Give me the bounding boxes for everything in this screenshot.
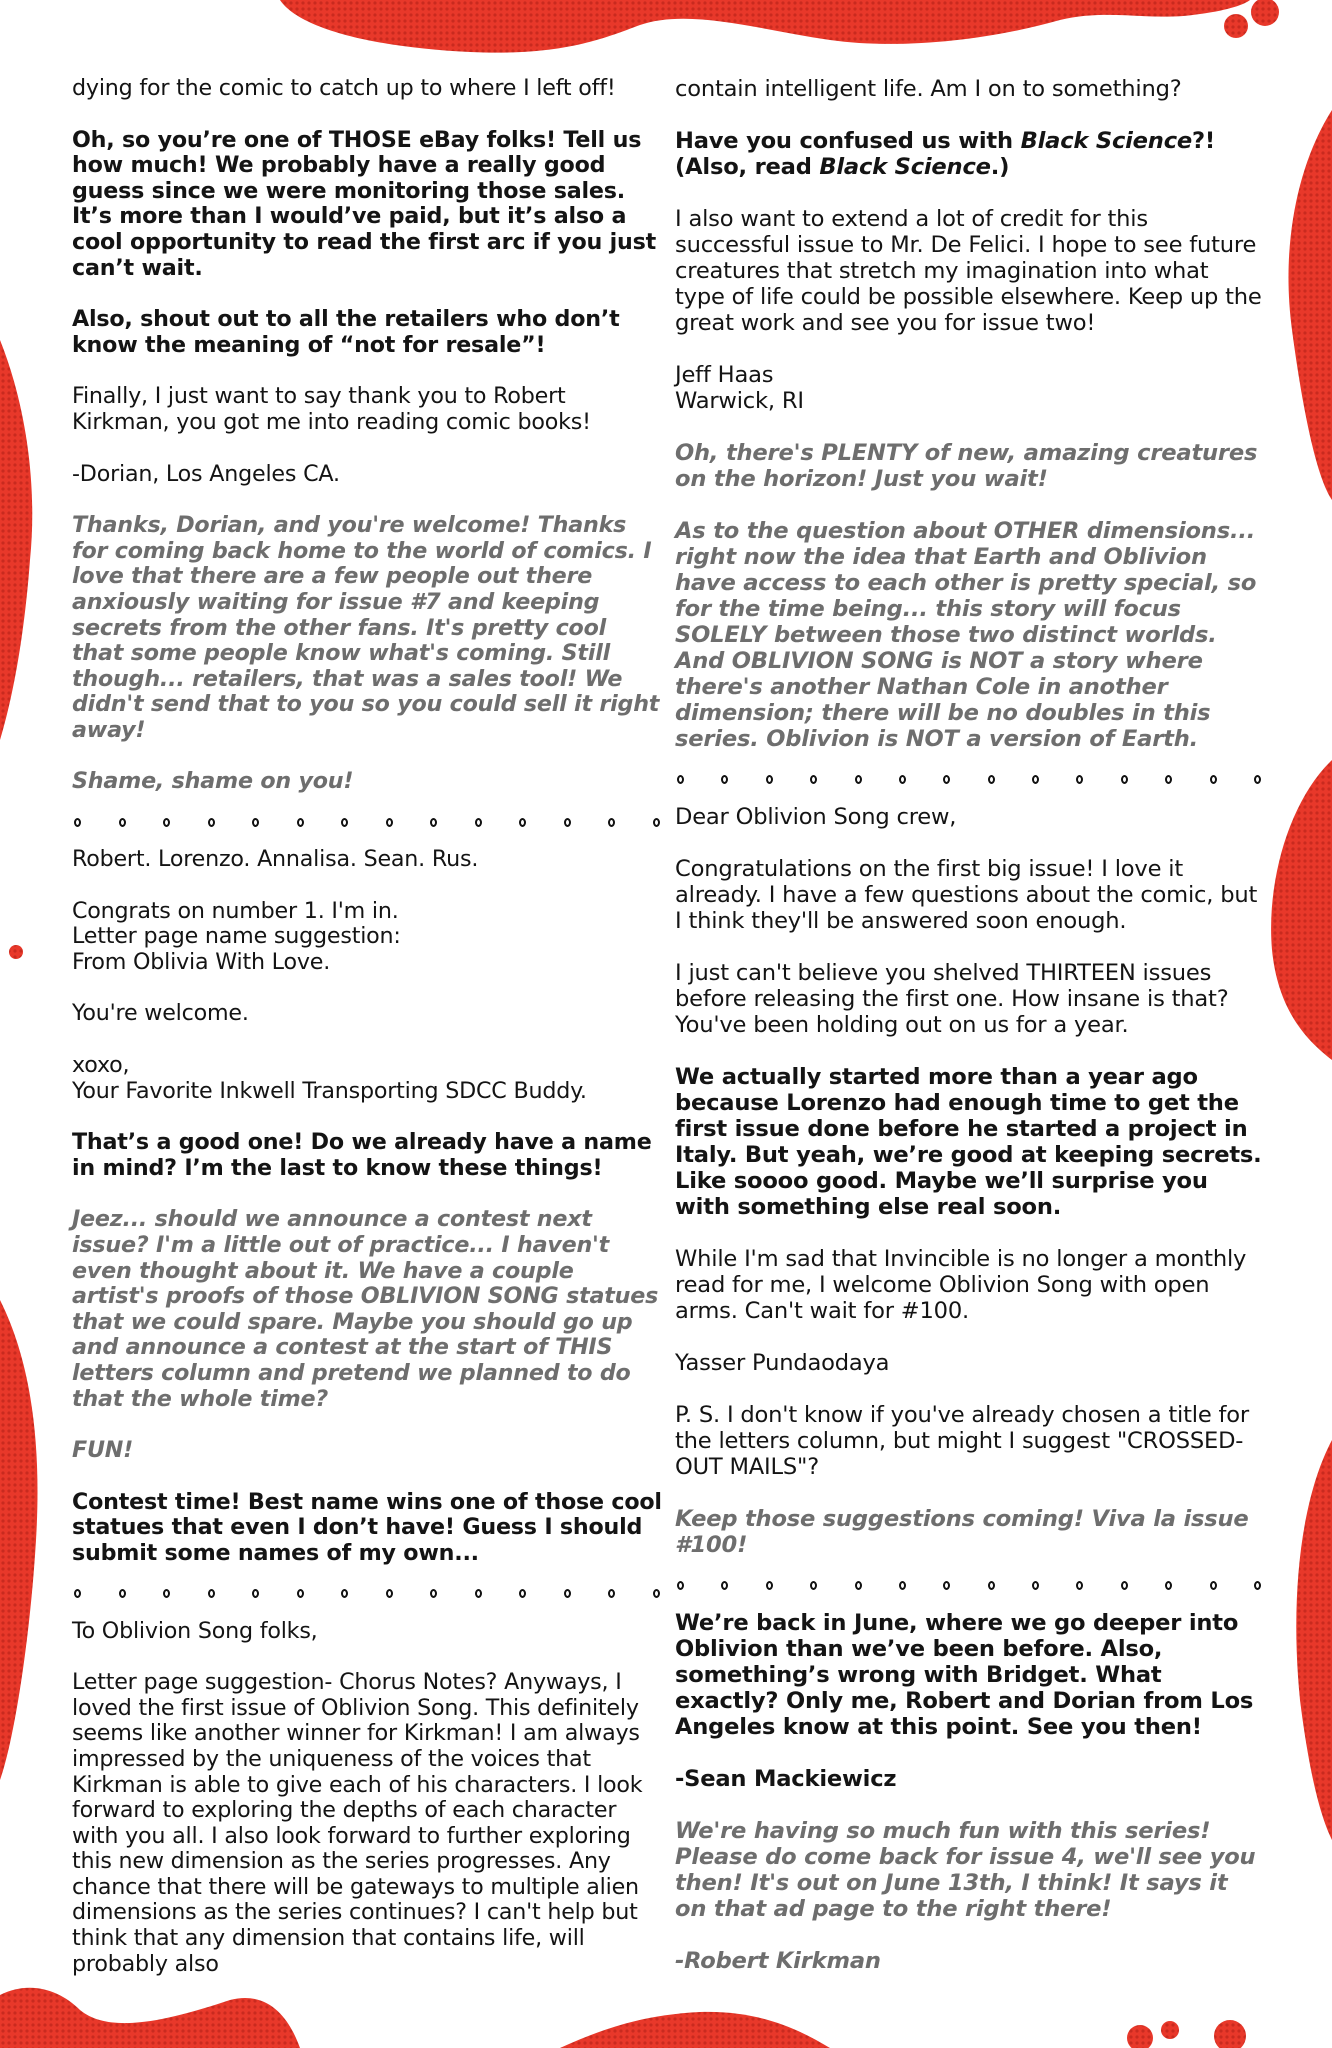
letter-text: While I'm sad that Invincible is no longer a monthly read for me, I welcome Oblivion Song with open arms. Can't wait for #100.	[675, 1246, 1247, 1324]
letter-text: Letter page name suggestion:	[72, 923, 401, 950]
letter-divider	[72, 809, 664, 835]
editor-signature: -Sean Mackiewicz	[675, 1766, 897, 1792]
splatter-drop	[68, 2020, 88, 2040]
letter-signature: Jeff Haas	[675, 362, 774, 388]
kirkman-reply: As to the question about OTHER dimensions... right now the idea that Earth and Oblivion have access to each other is pretty special, so for the time being... this story will focus SOLELY between those two distinct worlds. And OBLIVION SONG is NOT a story where there's another Nathan Cole in another dimension; there will be no doubles in this series. Oblivion is NOT a version of Earth.	[675, 518, 1257, 752]
splatter-bottom	[560, 2012, 830, 2048]
letter-text: contain intelligent life. Am I on to something?	[675, 76, 1182, 102]
splatter-drop	[1214, 2020, 1246, 2048]
letter-text: I just can't believe you shelved THIRTEEN issues before releasing the first one. How insane is that? You've been holding out on us for a year.	[675, 960, 1229, 1038]
editor-reply: We actually started more than a year ago because Lorenzo had enough time to get the first issue done before he started a project in Italy. But yeah, we’re good at keeping secrets. Like soooo good. Maybe we’ll surprise you with something else real soon.	[675, 1064, 1262, 1220]
splatter-left	[0, 1300, 38, 1780]
letter-signature: Yasser Pundaodaya	[675, 1350, 890, 1376]
letter-divider	[675, 766, 1265, 792]
splatter-drop	[1161, 2021, 1179, 2039]
letters-column-left	[72, 76, 664, 2003]
splatter-drop	[1127, 2025, 1153, 2048]
kirkman-signature: -Robert Kirkman	[675, 1948, 881, 1974]
editor-reply: That’s a good one! Do we already have a name in mind? I’m the last to know these things!	[72, 1129, 652, 1181]
editor-reply: Oh, so you’re one of THOSE eBay folks! Tell us how much! We probably have a really good guess since we were monitoring those sales. It’s more than I would’ve paid, but it’s also a cool opportunity to read the first arc if you just can’t wait.	[72, 126, 657, 281]
kirkman-reply: Jeez... should we announce a contest next issue? I'm a little out of practice... I haven't even thought about it. We have a couple artist's proofs of those OBLIVION SONG statues that we could spare. Maybe you should go up and announce a contest at the start of THIS letters column and pretend we planned to do that the whole time?	[72, 1206, 659, 1412]
letter-signature: Your Favorite Inkwell Transporting SDCC Buddy.	[72, 1077, 587, 1104]
letter-signature: Warwick, RI	[675, 388, 804, 414]
letter-greeting: To Oblivion Song folks,	[72, 1617, 318, 1644]
letters-column-right	[675, 76, 1265, 2000]
letter-greeting: Robert. Lorenzo. Annalisa. Sean. Rus.	[72, 846, 479, 873]
splatter-right	[1296, 1440, 1332, 1840]
splatter-right	[1271, 760, 1332, 1060]
letter-text: Congrats on number 1. I'm in.	[72, 897, 399, 924]
kirkman-reply: Oh, there's PLENTY of new, amazing creatures on the horizon! Just you wait!	[675, 440, 1258, 492]
letter-text: Congratulations on the first big issue! I love it already. I have a few questions about the comic, but I think they'll be answered soon enough.	[675, 856, 1258, 934]
kirkman-reply: Thanks, Dorian, and you're welcome! Thanks for coming back home to the world of comics. I love that there are a few people out there anxiously waiting for issue #7 and keeping secrets from the other fans. It's pretty cool that some people know what's coming. Still though... retailers, that was a sales tool! We didn't send that to you so you could sell it right away!	[72, 512, 660, 743]
splatter-right	[1288, 110, 1332, 500]
letter-text: I also want to extend a lot of credit for this successful issue to Mr. De Felici. I hope to see future creatures that stretch my imagination into what type of life could be possible elsewhere. Keep up the great work and see you for issue two!	[675, 206, 1262, 336]
splatter-top	[280, 0, 1250, 53]
letter-signature: -Dorian, Los Angeles CA.	[72, 460, 340, 487]
editor-reply: We’re back in June, where we go deeper into Oblivion than we’ve been before. Also, something’s wrong with Bridget. What exactly? Only me, Robert and Dorian from Los Angeles know at this point. See you then!	[675, 1610, 1254, 1740]
editor-reply: Have you confused us with Black Science?! (Also, read Black Science.)	[675, 128, 1216, 180]
letter-text: From Oblivia With Love.	[72, 948, 331, 975]
kirkman-reply: We're having so much fun with this series! Please do come back for issue 4, we'll see you then! It's out on June 13th, I think! It says it on that ad page to the right there!	[675, 1818, 1256, 1922]
splatter-drop	[1251, 0, 1279, 26]
title-black-science: Black Science	[819, 154, 991, 180]
kirkman-reply: FUN!	[72, 1437, 134, 1464]
letter-divider	[72, 1581, 664, 1607]
splatter-left	[0, 340, 32, 740]
kirkman-reply: Keep those suggestions coming! Viva la issue #100!	[675, 1506, 1249, 1558]
editor-reply: Also, shout out to all the retailers who don’t know the meaning of “not for resale”!	[72, 306, 620, 358]
letter-text: P. S. I don't know if you've already chosen a title for the letters column, but might I suggest "CROSSED-OUT MAILS"?	[675, 1402, 1249, 1480]
letter-text: Finally, I just want to say thank you to Robert Kirkman, you got me into reading comic books!	[72, 383, 591, 435]
letter-greeting: Dear Oblivion Song crew,	[675, 804, 957, 830]
title-black-science: Black Science	[1020, 128, 1193, 154]
letter-text: You're welcome.	[72, 1000, 249, 1027]
splatter-drop	[9, 945, 23, 959]
kirkman-reply: Shame, shame on you!	[72, 768, 354, 795]
letter-divider	[675, 1572, 1265, 1598]
letter-text: dying for the comic to catch up to where I left off!	[72, 75, 616, 101]
editor-reply: Contest time! Best name wins one of those cool statues that even I don’t have! Guess I should submit some names of my own...	[72, 1488, 662, 1566]
letter-text: Letter page suggestion- Chorus Notes? Anyways, I loved the first issue of Oblivion Song. This definitely seems like another winner for Kirkman! I am always impressed by the uniqueness of the voices that Kirkman is able to give each of his characters. I look forward to exploring the depths of each character with you all. I also look forward to further exploring this new dimension as the series progresses. Any chance that there will be gateways to multiple alien dimensions as the series continues? I can't help but think that any dimension that contains life, will probably also	[72, 1669, 643, 1977]
letter-signature: xoxo,	[72, 1052, 130, 1079]
splatter-drop	[1224, 14, 1248, 38]
